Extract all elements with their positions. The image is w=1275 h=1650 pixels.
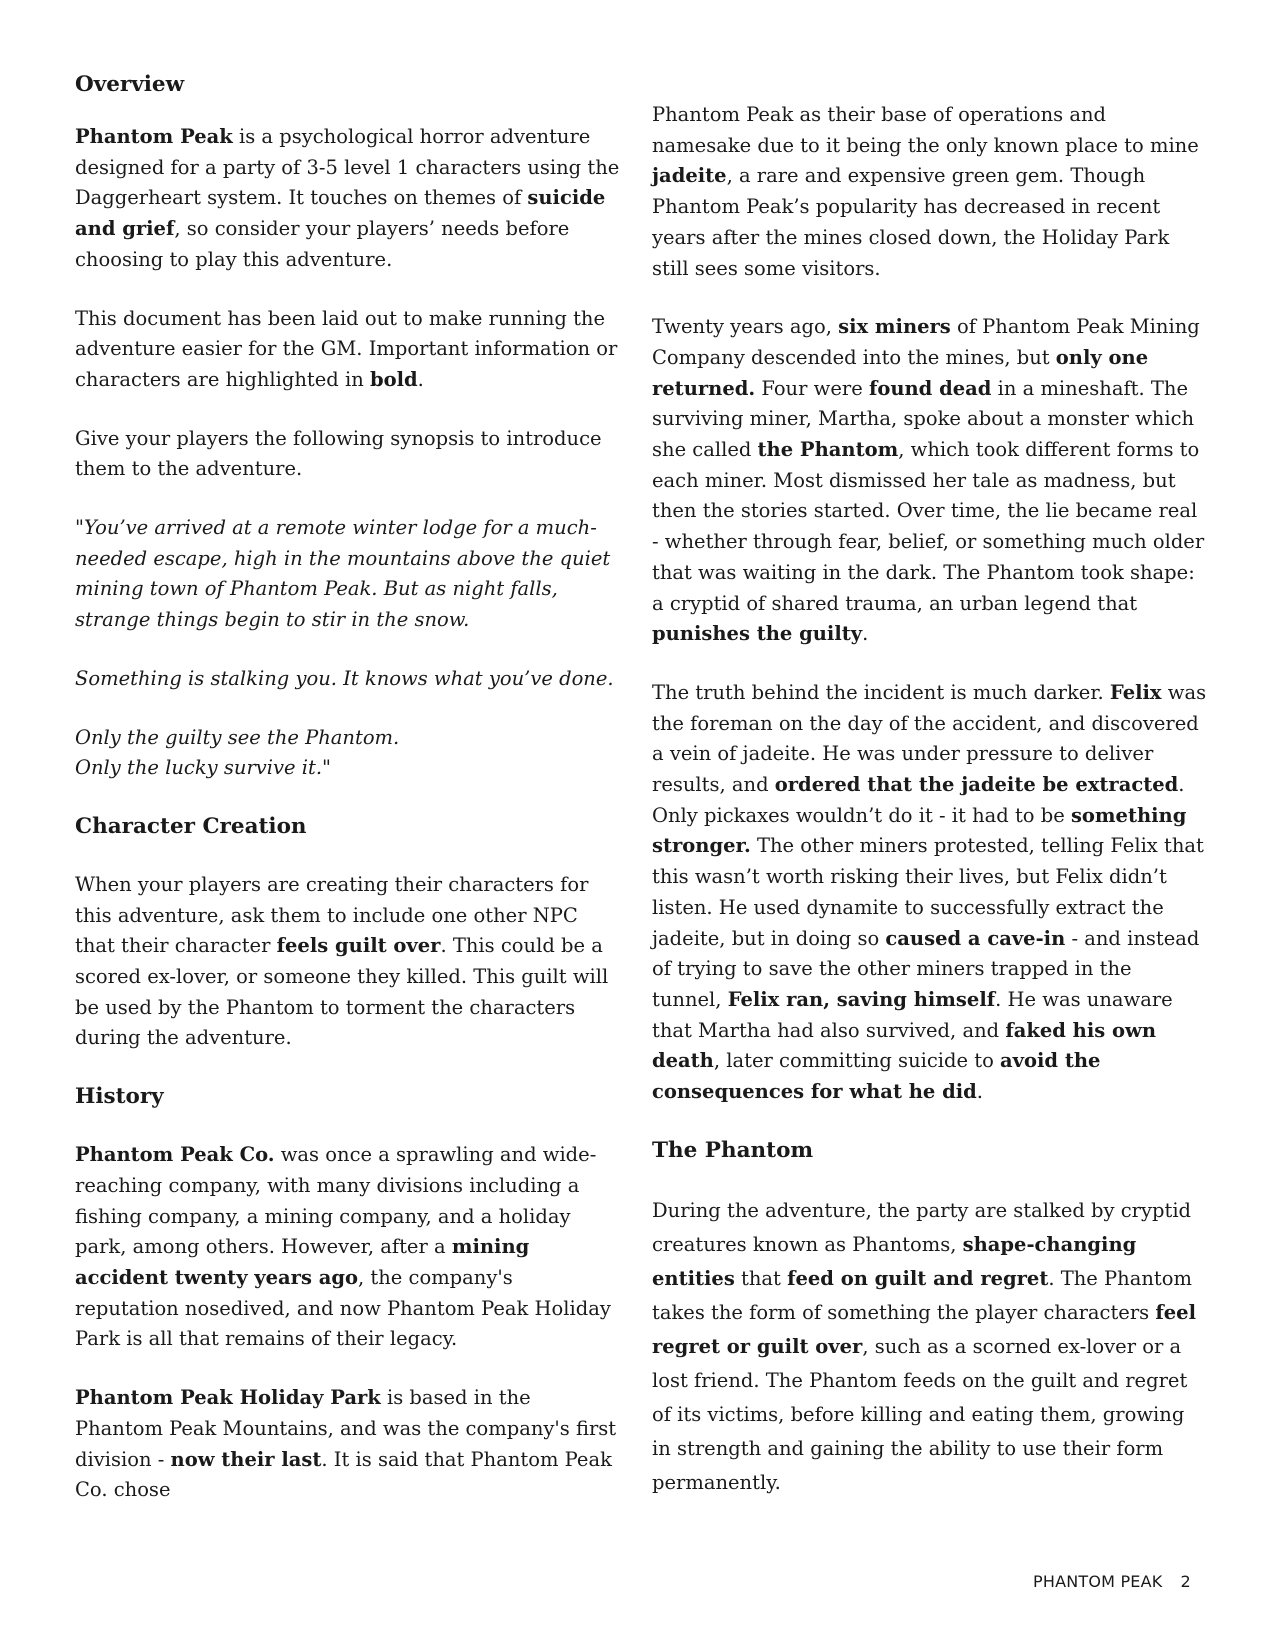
- bold-text: ordered that the jadeite be extracted: [774, 773, 1179, 797]
- bold-text: Felix ran, saving himself: [727, 987, 996, 1011]
- body-text: , the company's reputation nosedived, and now Phantom Peak Holiday Park is all that remains of their legacy.: [75, 1265, 611, 1351]
- bold-text: suicide and grief: [75, 186, 606, 241]
- body-text: When your players are creating their characters for this adventure, ask them to include one other NPC that their character: [75, 872, 589, 958]
- body-text: was once a sprawling and wide-reaching company, with many divisions including a fishing company, a mining company, and a holiday park, among others. However, after a: [75, 1143, 597, 1259]
- body-text: was the foreman on the day of the accident, and discovered a vein of jadeite. He was under pressure to deliver results, and: [652, 680, 1207, 797]
- page-number: 2: [1180, 1572, 1191, 1591]
- footer-title: PHANTOM PEAK: [1033, 1572, 1163, 1591]
- body-text: . Only pickaxes wouldn’t do it - it had to be: [652, 773, 1185, 827]
- body-text: , later committing suicide to: [713, 1049, 1001, 1073]
- body-text: The truth behind the incident is much darker.: [652, 680, 1110, 704]
- body-text: that: [734, 1266, 788, 1290]
- bold-text: shape-changing entities: [652, 1232, 1137, 1290]
- body-text: .: [417, 367, 424, 391]
- bold-text: Felix: [1109, 680, 1162, 704]
- bold-text: found dead: [868, 376, 992, 400]
- bold-text: feel regret or guilt over: [652, 1300, 1196, 1358]
- history-continued-paragraph-3: [652, 678, 1207, 1108]
- bold-text: Phantom Peak Co.: [75, 1143, 275, 1167]
- quote-line: Only the guilty see the Phantom.: [75, 725, 400, 749]
- bold-text: faked his own death: [652, 1018, 1156, 1073]
- body-text: Phantom Peak as their base of operations and namesake due to it being the only known place to mine: [652, 103, 1199, 157]
- bold-text: feels guilt over: [276, 934, 441, 958]
- bold-text: Phantom Peak: [75, 125, 233, 148]
- bold-text: jadeite: [652, 164, 727, 188]
- character-creation-paragraph: [75, 870, 620, 1054]
- overview-paragraph-3: Give your players the following synopsis to introduce them to the adventure.: [75, 426, 602, 481]
- body-text: .: [976, 1080, 983, 1104]
- history-heading: History: [75, 1084, 164, 1110]
- body-text: . He was unaware that Martha had also survived, and: [652, 987, 1173, 1042]
- phantom-heading: The Phantom: [652, 1137, 814, 1163]
- bold-text: now their last: [170, 1447, 322, 1471]
- phantom-paragraph: [652, 1194, 1207, 1500]
- body-text: is based in the Phantom Peak Mountains, and was the company's first division -: [75, 1386, 617, 1471]
- bold-text: feed on guilt and regret: [787, 1266, 1049, 1290]
- left-column: [75, 70, 620, 1506]
- body-text: . The Phantom takes the form of something the player characters: [652, 1266, 1192, 1324]
- bold-text: the Phantom: [757, 438, 899, 462]
- body-text: Twenty years ago,: [652, 315, 839, 339]
- bold-text: bold: [369, 367, 418, 391]
- bold-text: six miners: [838, 315, 951, 339]
- phantom-section: [652, 1136, 1207, 1500]
- body-text: in a mineshaft. The surviving miner, Martha, spoke about a monster which she called: [652, 376, 1195, 462]
- body-text: . This could be a scored ex-lover, or someone they killed. This guilt will be used by the Phantom to torment the characters during the adventure.: [75, 934, 609, 1050]
- body-text: The other miners protested, telling Felix that this wasn’t worth risking their lives, but Felix didn’t listen. He used dynamite to successfully extract the jadeite, but in doing so: [652, 834, 1204, 950]
- body-text: During the adventure, the party are stalked by cryptid creatures known as Phantoms,: [652, 1198, 1192, 1256]
- body-text: of Phantom Peak Mining Company descended into the mines, but: [652, 315, 1200, 369]
- history-paragraph-2: [75, 1383, 620, 1506]
- bold-text: punishes the guilty: [652, 622, 863, 646]
- synopsis-quote-2: Something is stalking you. It knows what you’ve done.: [75, 666, 614, 690]
- body-text: .: [862, 622, 869, 646]
- page-footer: [1033, 1572, 1191, 1591]
- body-text: . It is said that Phantom Peak Co. chose: [75, 1447, 612, 1502]
- bold-text: caused a cave-in: [885, 926, 1066, 950]
- body-text: , so consider your players’ needs before choosing to play this adventure.: [75, 217, 570, 271]
- bold-text: Phantom Peak Holiday Park: [75, 1386, 381, 1410]
- body-text: , which took different forms to each miner. Most dismissed her tale as madness, but then the stories started. Over time, the lie became real - whether through fear, belief, or something much older that was waiting in the dark. The Phantom took shape: a cryptid of shared trauma, an urban legend that: [652, 438, 1205, 615]
- right-column: [652, 100, 1207, 1500]
- body-text: , such as a scorned ex-lover or a lost friend. The Phantom feeds on the guilt and regret of its victims, before killing and eating them, growing in strength and gaining the ability to use their form permanently.: [652, 1334, 1188, 1494]
- bold-text: only one returned.: [652, 345, 1149, 400]
- bold-text: avoid the consequences for what he did: [652, 1049, 1101, 1104]
- overview-paragraph-2: [75, 304, 620, 396]
- synopsis-quote-1: "You’ve arrived at a remote winter lodge for a much-needed escape, high in the mountains above the quiet mining town of Phantom Peak. But as night falls, strange things begin to stir in the snow.: [75, 516, 611, 632]
- history-continued-paragraph-1: [652, 100, 1207, 284]
- quote-line: Only the lucky survive it.": [75, 756, 332, 780]
- body-text: is a psychological horror adventure designed for a party of 3-5 level 1 characters using the Daggerheart system. It touches on themes of: [75, 125, 620, 210]
- bold-text: mining accident twenty years ago: [75, 1235, 530, 1289]
- body-text: - and instead of trying to save the other miners trapped in the tunnel,: [652, 926, 1200, 1011]
- synopsis-quote-3: [75, 723, 620, 784]
- overview-heading: Overview: [75, 72, 185, 97]
- overview-paragraph-1: [75, 122, 620, 276]
- body-text: This document has been laid out to make running the adventure easier for the GM. Important information or characters are highlighted in: [75, 306, 618, 391]
- body-text: , a rare and expensive green gem. Though Phantom Peak’s popularity has decreased in recent years after the mines closed down, the Holiday Park still sees some visitors.: [652, 164, 1170, 280]
- history-paragraph-1: [75, 1140, 620, 1355]
- bold-text: something stronger.: [652, 803, 1187, 858]
- body-text: Four were: [755, 376, 869, 400]
- character-creation-heading: Character Creation: [75, 813, 307, 839]
- history-continued-paragraph-2: [652, 312, 1207, 650]
